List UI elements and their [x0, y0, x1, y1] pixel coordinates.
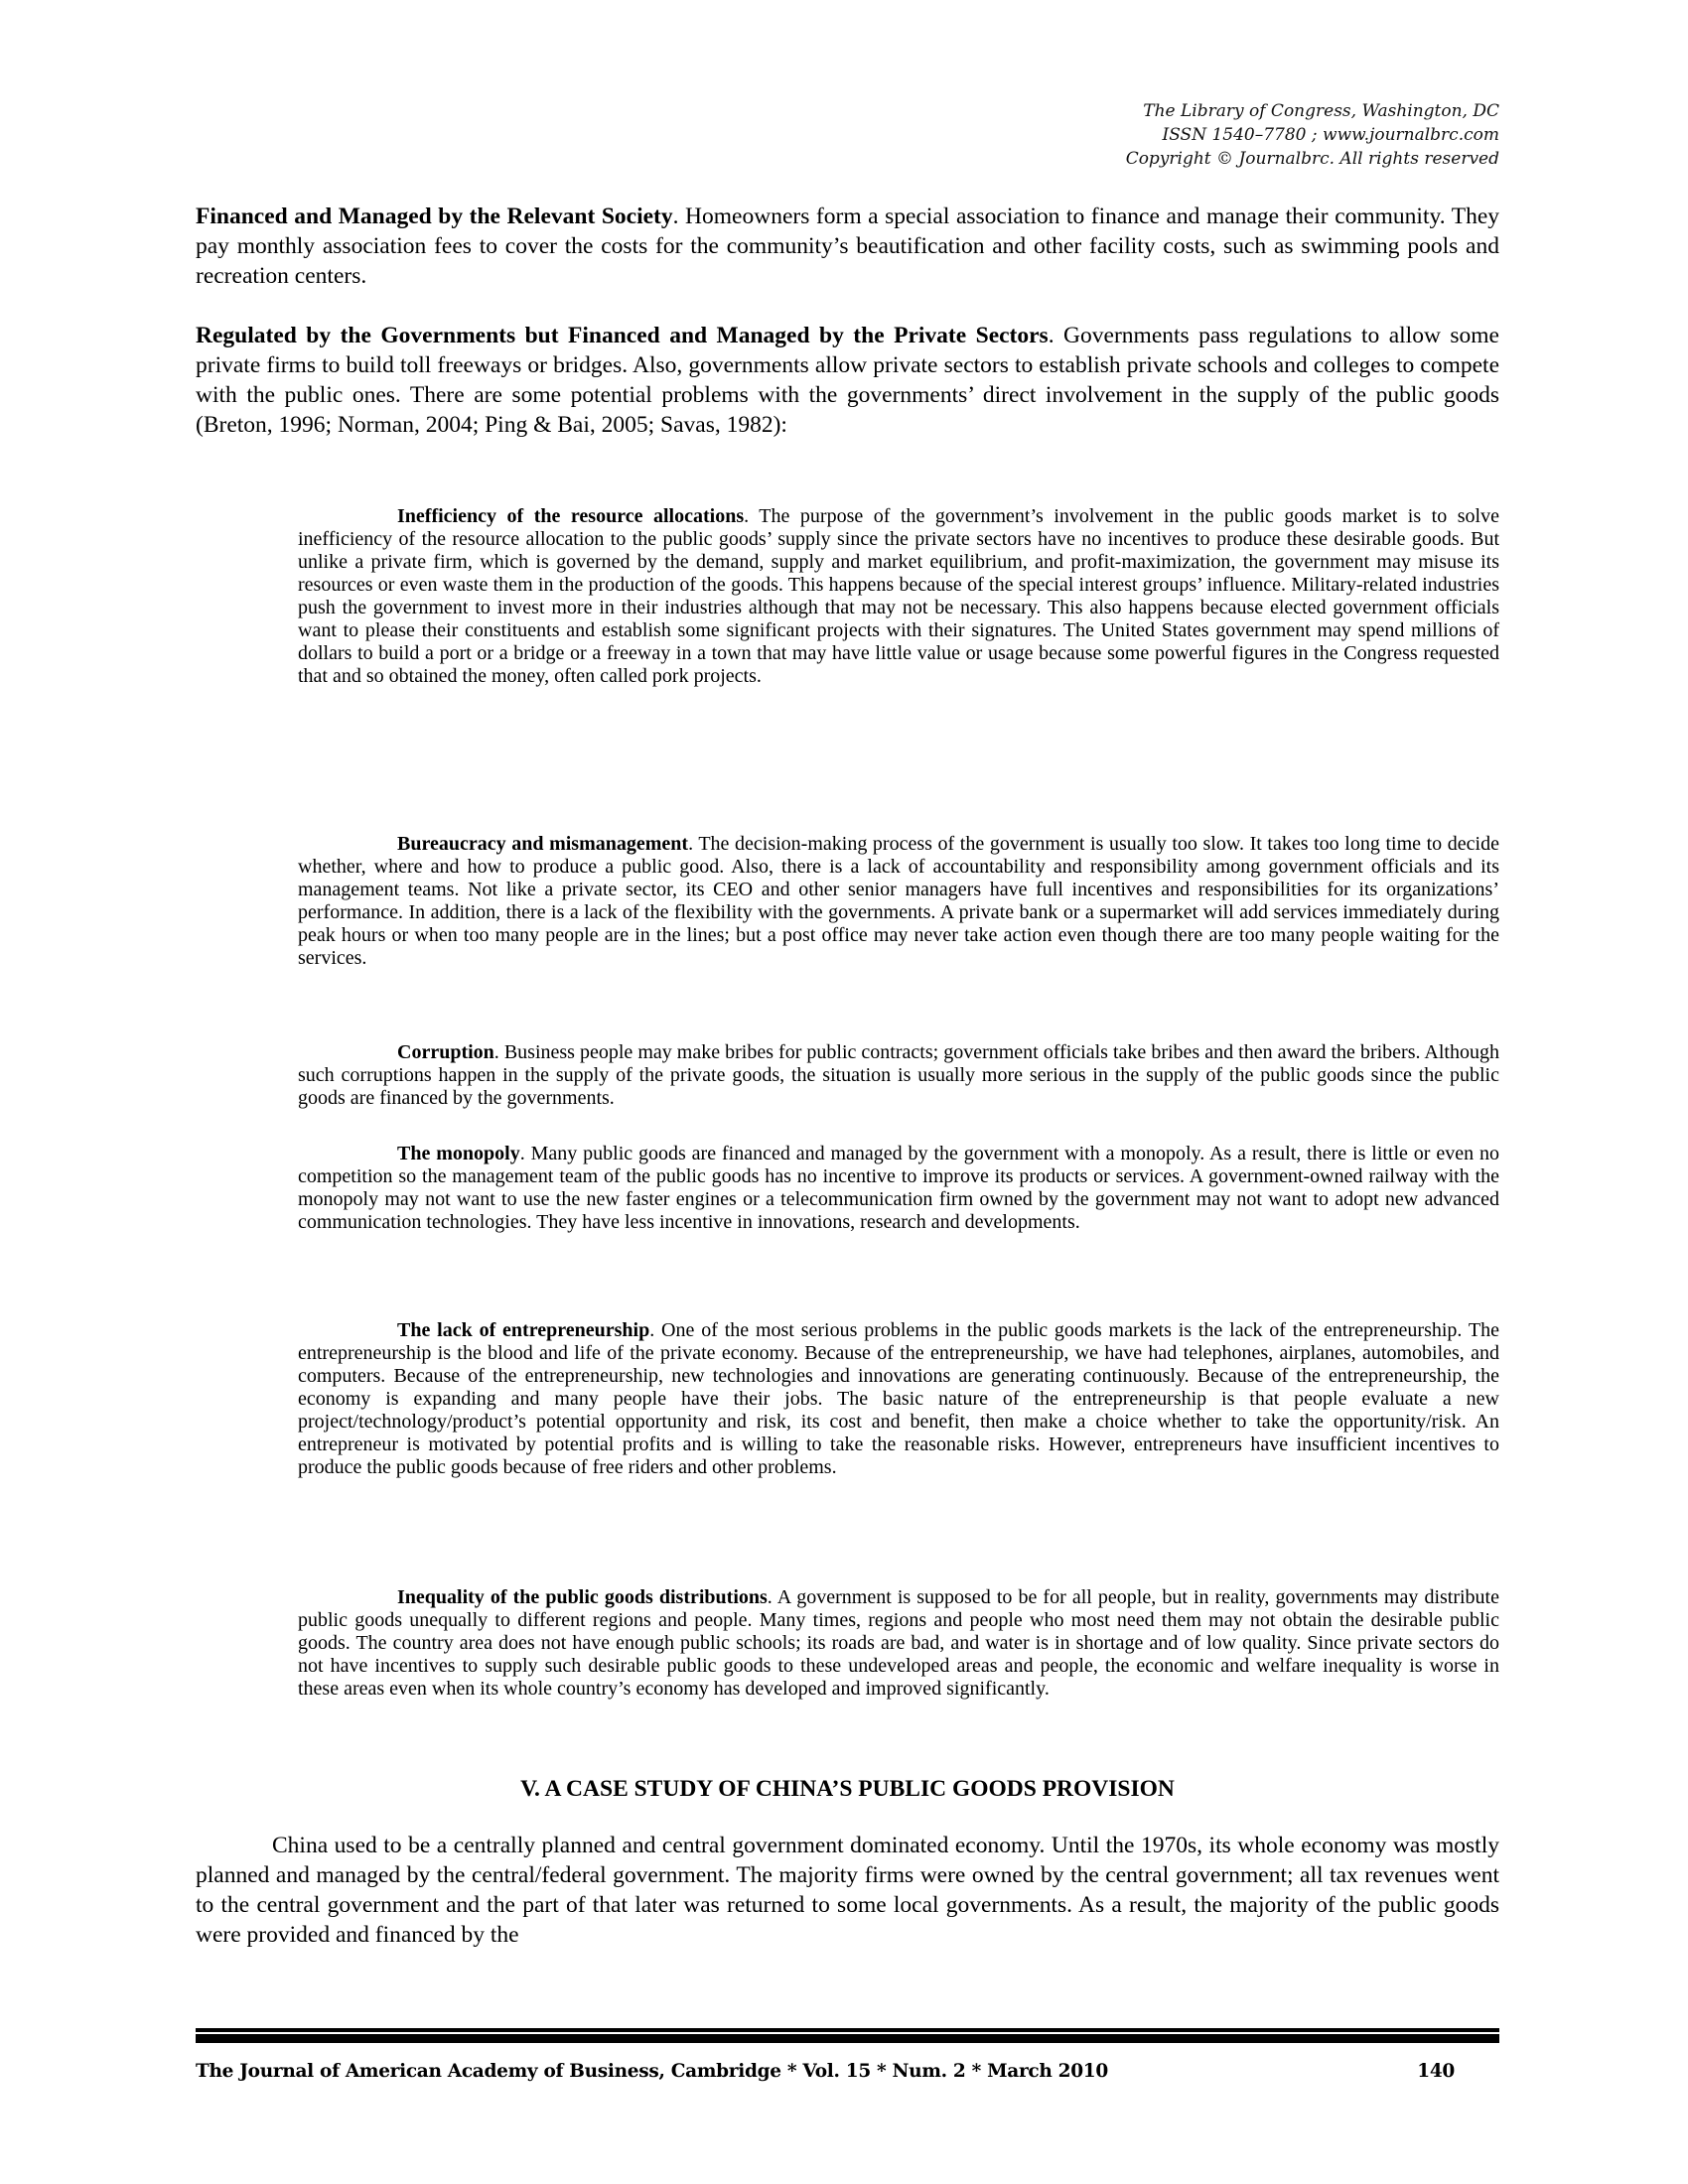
header-library-line: The Library of Congress, Washington, DC: [1143, 101, 1499, 121]
problem-title: Inefficiency of the resource allocations: [397, 505, 745, 527]
paragraph-private-sectors: [196, 321, 1499, 440]
problem-corruption: [298, 1041, 1499, 1110]
paragraph-title: Financed and Managed by the Relevant Society: [196, 204, 673, 229]
problem-body: . Business people may make bribes for public contracts; government officials take bribes and then award the bribers. Although such corruptions happen in the supply of the private goods, the situation is usually more serious in the supply of the public goods since the public goods are financed by the governments.: [298, 1041, 1499, 1109]
problem-title: Inequality of the public goods distributions: [397, 1586, 768, 1608]
paragraph-body: . Homeowners form a special association to finance and manage their community. They pay monthly association fees to cover the costs for the community’s beautification and other facility costs, such as swimming pools and recreation centers.: [196, 204, 1500, 289]
problem-title: Corruption: [397, 1041, 494, 1063]
footer-rule-thick: [196, 2034, 1499, 2043]
paragraph-body: . Governments pass regulations to allow some private firms to build toll freeways or bridges. Also, governments allow private sectors to establish private schools and colleges to compete with the public ones. There are some potential problems with the governments’ direct involvement in the supply of the public goods (Breton, 1996; Norman, 2004; Ping & Bai, 2005; Savas, 1982):: [196, 323, 1499, 438]
header-issn-line: ISSN 1540–7780 ; www.journalbrc.com: [1162, 125, 1499, 145]
problem-body: . Many public goods are financed and managed by the government with a monopoly. As a result, there is little or even no competition so the management team of the public goods has no incentive to improve its products or services. A government-owned railway with the monopoly may not want to use the new faster engines or a telecommunication firm owned by the government may not want to adopt new advanced communication technologies. They have less incentive in innovations, research and developments.: [298, 1143, 1499, 1233]
problem-monopoly: [298, 1143, 1499, 1234]
problem-body: . One of the most serious problems in the public goods markets is the lack of the entrepreneurship. The entrepreneurship is the blood and life of the private economy. Because of the entrepreneurship, we have had telephones, airplanes, automobiles, and computers. Because of the entrepreneurship, new technologies and innovations are generating continuously. Because of the entrepreneurship, the economy is expanding and many people have their jobs. The basic nature of the entrepreneurship is that people evaluate a new project/technology/product’s potential opportunity and risk, its cost and benefit, then make a choice whether to take the opportunity/risk. An entrepreneur is motivated by potential profits and is willing to take the reasonable risks. However, entrepreneurs have insufficient incentives to produce the public goods because of free riders and other problems.: [298, 1319, 1499, 1478]
problem-body: . A government is supposed to be for all people, but in reality, governments may distribute public goods unequally to different regions and people. Many times, regions and people who most need them may not obtain the desirable public goods. The country area does not have enough public schools; its roads are bad, and water is in shortage and of low quality. Since private sectors do not have incentives to supply such desirable public goods to these undeveloped areas and people, the economic and welfare inequality is worse in these areas even when its whole country’s economy has developed and improved significantly.: [298, 1586, 1499, 1700]
running-header: [804, 99, 1499, 171]
paragraph-china-case: [196, 1831, 1499, 1950]
problem-body: . The purpose of the government’s involvement in the public goods market is to solve inefficiency of the resource allocation to the public goods’ supply since the private sectors have no incentives to produce these desirable goods. But unlike a private firm, which is governed by the demand, supply and market equilibrium, and profit-maximization, the government may misuse its resources or even waste them in the production of the goods. This happens because of the special interest groups’ influence. Military-related industries push the government to invest more in their industries although that may not be necessary. This also happens because elected government officials want to please their constituents and establish some significant projects with their signatures. The United States government may spend millions of dollars to build a port or a bridge or a freeway in a town that may have little value or usage because some powerful figures in the Congress requested that and so obtained the money, often called pork projects.: [298, 505, 1499, 687]
footer-rule-thin: [196, 2028, 1499, 2032]
page-number: 140: [1417, 2061, 1455, 2082]
header-copyright-line: Copyright © Journalbrc. All rights reserved: [1125, 149, 1499, 169]
problem-inequality: [298, 1586, 1499, 1701]
problem-title: The monopoly: [397, 1143, 520, 1164]
problem-entrepreneurship: [298, 1319, 1499, 1479]
paragraph-body: China used to be a centrally planned and central government dominated economy. Until the 1970s, its whole economy was mostly planned and managed by the central/federal government. The majority firms were owned by the central government; all tax revenues went to the central government and the part of that later was returned to some local governments. As a result, the majority of the public goods were provided and financed by the: [196, 1833, 1499, 1948]
running-footer: [196, 2057, 1499, 2087]
paragraph-relevant-society: [196, 202, 1499, 291]
problem-inefficiency: [298, 505, 1499, 688]
footer-journal-citation: The Journal of American Academy of Business, Cambridge * Vol. 15 * Num. 2 * March 2010: [196, 2061, 1108, 2082]
problem-bureaucracy: [298, 833, 1499, 970]
problem-title: Bureaucracy and mismanagement: [397, 833, 689, 855]
section-heading: V. A CASE STUDY OF CHINA’S PUBLIC GOODS PROVISION: [520, 1776, 1175, 1802]
problem-title: The lack of entrepreneurship: [397, 1319, 650, 1341]
paragraph-title: Regulated by the Governments but Financed and Managed by the Private Sectors: [196, 323, 1049, 348]
problem-body: . The decision-making process of the government is usually too slow. It takes too long time to decide whether, where and how to produce a public good. Also, there is a lack of accountability and responsibility among government officials and its management teams. Not like a private sector, its CEO and other senior managers have full incentives and responsibilities for its organizations’ performance. In addition, there is a lack of the flexibility with the governments. A private bank or a supermarket will add services immediately during peak hours or when too many people are in the lines; but a post office may never take action even though there are too many people waiting for the services.: [298, 833, 1499, 969]
